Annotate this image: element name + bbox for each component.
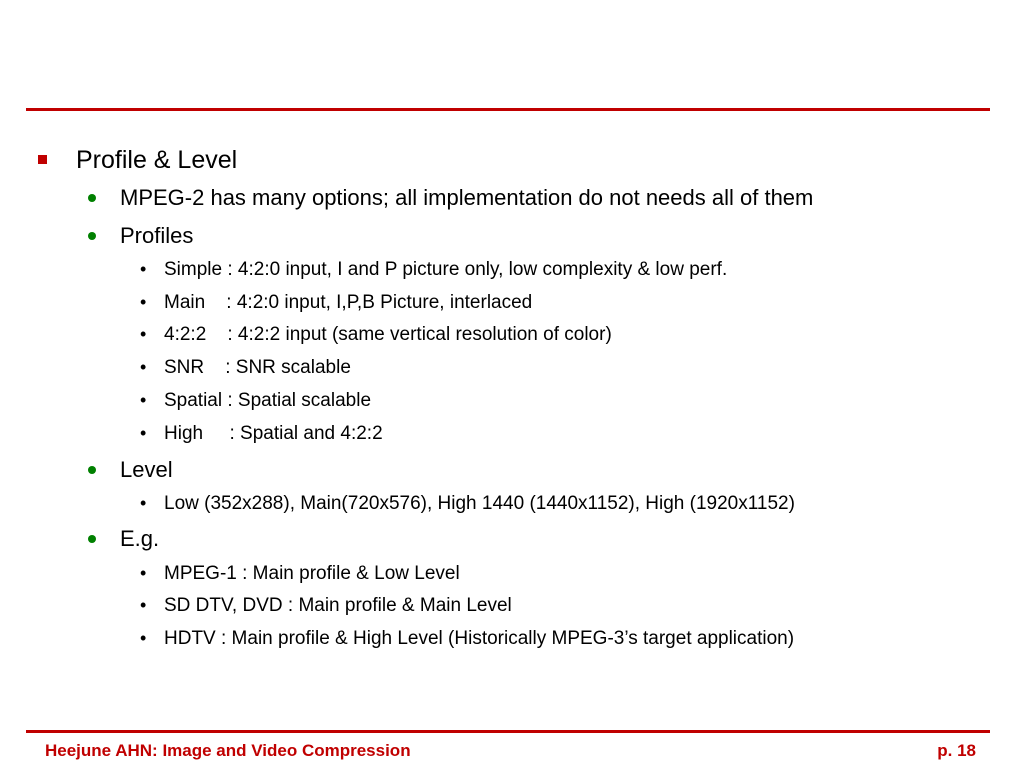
footer-rule [26, 730, 990, 733]
dot-bullet-icon: • [140, 423, 147, 443]
slide-heading: Profile & Level [76, 146, 238, 174]
list-item: SD DTV, DVD : Main profile & Main Level [164, 595, 512, 616]
list-item: MPEG-2 has many options; all implementation do not needs all of them [120, 185, 814, 210]
dot-bullet-icon: • [140, 357, 147, 377]
list-item: SNR : SNR scalable [164, 357, 351, 378]
list-item: E.g. [120, 526, 160, 551]
round-bullet-icon [88, 466, 96, 474]
list-item: Profiles [120, 223, 194, 248]
dot-bullet-icon: • [140, 628, 147, 648]
square-bullet-icon [38, 155, 47, 164]
list-item: Level [120, 457, 173, 482]
list-item: 4:2:2 : 4:2:2 input (same vertical resolution of color) [164, 324, 612, 345]
list-item: HDTV : Main profile & High Level (Historically MPEG-3’s target application) [164, 628, 795, 649]
page-number: p. 18 [937, 741, 976, 760]
dot-bullet-icon: • [140, 493, 147, 513]
dot-bullet-icon: • [140, 292, 147, 312]
round-bullet-icon [88, 194, 96, 202]
round-bullet-icon [88, 535, 96, 543]
footer-title: Heejune AHN: Image and Video Compression [45, 741, 411, 760]
round-bullet-icon [88, 232, 96, 240]
dot-bullet-icon: • [140, 324, 147, 344]
list-item: Spatial : Spatial scalable [164, 390, 372, 411]
list-item: MPEG-1 : Main profile & Low Level [164, 563, 460, 584]
list-item: Low (352x288), Main(720x576), High 1440 (1440x1152), High (1920x1152) [164, 493, 795, 514]
dot-bullet-icon: • [140, 259, 147, 279]
list-item: Main : 4:2:0 input, I,P,B Picture, interlaced [164, 292, 533, 313]
dot-bullet-icon: • [140, 595, 147, 615]
list-item: High : Spatial and 4:2:2 [164, 423, 383, 444]
dot-bullet-icon: • [140, 390, 147, 410]
dot-bullet-icon: • [140, 563, 147, 583]
list-item: Simple : 4:2:0 input, I and P picture only, low complexity & low perf. [164, 259, 728, 280]
